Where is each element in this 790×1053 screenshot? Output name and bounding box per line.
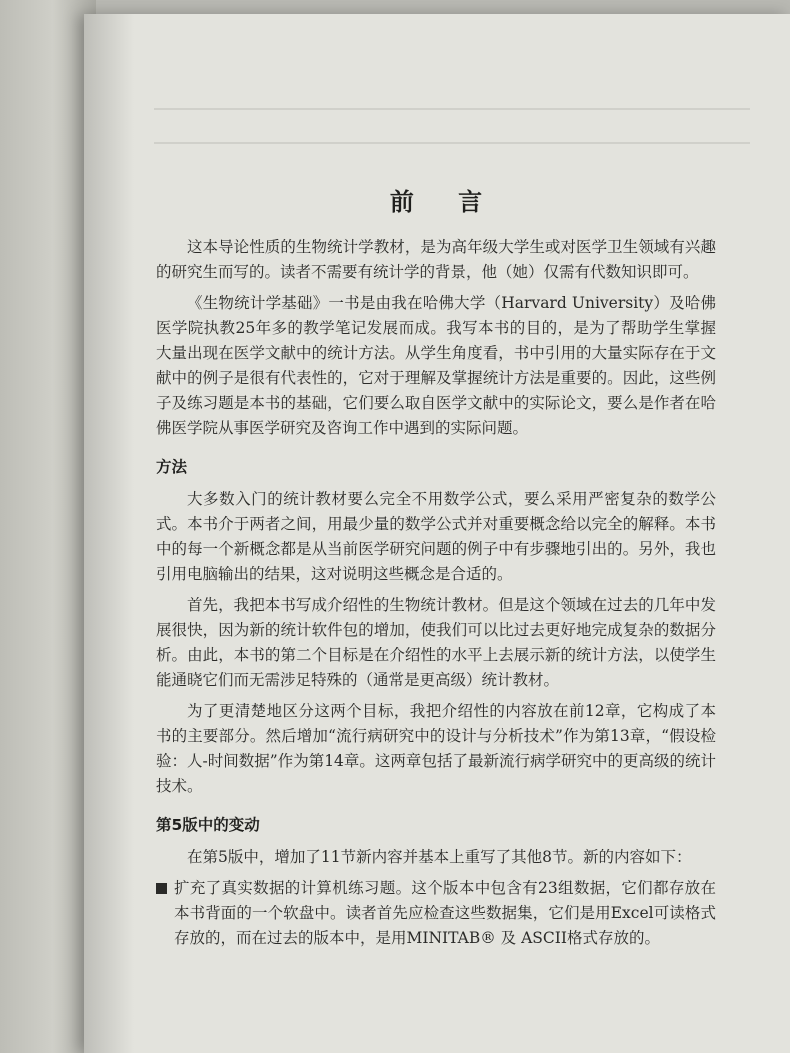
intro-paragraph-2: 《生物统计学基础》一书是由我在哈佛大学（Harvard University）及哈佛医学院执教25年多的教学笔记发展而成。我写本书的目的，是为了帮助学生掌握大量出现在医学文献中的统计方法。从学生角度看，书中引用的大量实际存在于文献中的例子是很有代表性的，它对于理解及掌握统计方法是重要的。因此，这些例子及练习题是本书的基础，它们要么取自医学文献中的实际论文，要么是作者在哈佛医学院从事医学研究及咨询工作中遇到的实际问题。 [156, 294, 716, 437]
page-title: 前 言 [389, 188, 501, 216]
methods-paragraph-2: 首先，我把本书写成介绍性的生物统计教材。但是这个领域在过去的几年中发展很快，因为新的统计软件包的增加，使我们可以比过去更好地完成复杂的数据分析。由此，本书的第二个目标是在介绍性的水平上去展示新的统计方法，以使学生能通晓它们而无需涉足特殊的（通常是更高级）统计教材。 [156, 596, 716, 689]
section-heading-changes: 第5版中的变动 [156, 816, 260, 834]
methods-paragraph-1: 大多数入门的统计教材要么完全不用数学公式，要么采用严密复杂的数学公式。本书介于两者之间，用最少量的数学公式并对重要概念给以完全的解释。本书中的每一个新概念都是从当前医学研究问题的例子中有步骤地引出的。另外，我也引用电脑输出的结果，这对说明这些概念是合适的。 [156, 490, 716, 583]
list-item-text: 扩充了真实数据的计算机练习题。这个版本中包含有23组数据，它们都存放在本书背面的一个软盘中。读者首先应检查这些数据集，它们是用Excel可读格式存放的，而在过去的版本中，是用MINITAB® 及 ASCII格式存放的。 [174, 879, 716, 947]
show-through-header [154, 98, 750, 116]
left-page-edge [0, 0, 96, 1053]
intro-paragraph-1: 这本导论性质的生物统计学教材，是为高年级大学生或对医学卫生领域有兴趣的研究生而写的。读者不需要有统计学的背景，他（她）仅需有代数知识即可。 [156, 238, 716, 281]
square-bullet-icon [156, 883, 167, 894]
list-item [156, 876, 716, 951]
methods-paragraph-3: 为了更清楚地区分这两个目标，我把介绍性的内容放在前12章，它构成了本书的主要部分。然后增加“流行病研究中的设计与分析技术”作为第13章，“假设检验：人-时间数据”作为第14章。这两章包括了最新流行病学研究中的更高级的统计技术。 [156, 702, 716, 795]
show-through-line [154, 132, 750, 150]
book-page [84, 14, 790, 1053]
changes-lead: 在第5版中，增加了11节新内容并基本上重写了其他8节。新的内容如下： [187, 848, 692, 866]
section-heading-methods: 方法 [156, 458, 188, 476]
page-content [156, 182, 716, 951]
